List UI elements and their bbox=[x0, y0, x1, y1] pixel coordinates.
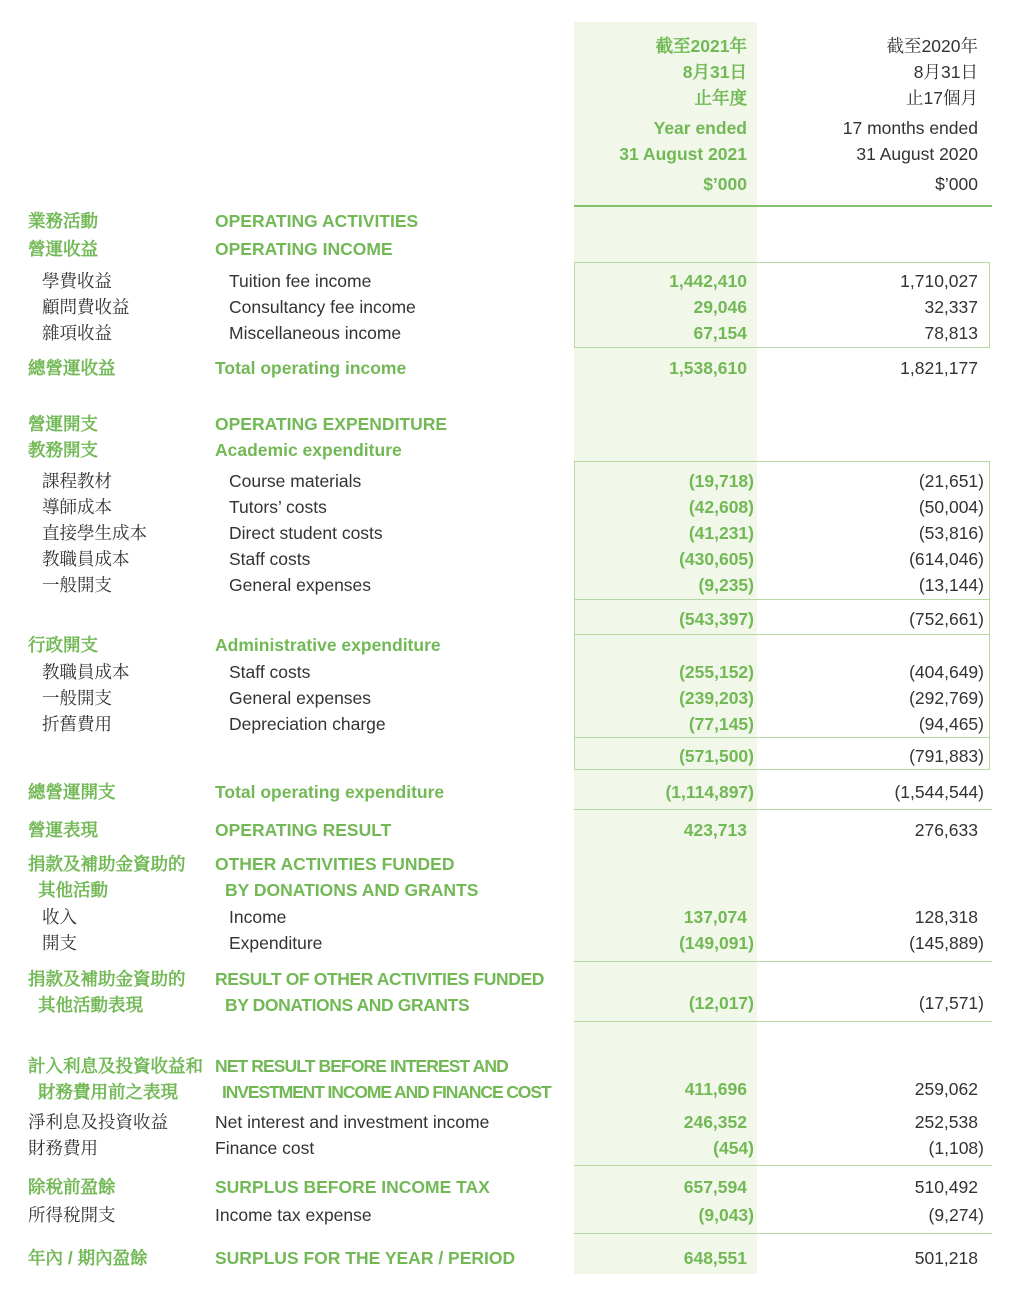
prior-header-zh-1: 截至2020年 bbox=[886, 36, 978, 56]
current-header-unit: $’000 bbox=[703, 174, 747, 194]
row-label-en: Miscellaneous income bbox=[229, 323, 402, 343]
current-header-zh-1: 截至2021年 bbox=[655, 36, 747, 56]
row-value-current: (19,718) bbox=[688, 471, 754, 491]
operating-expenditure-zh: 營運開支 bbox=[28, 414, 98, 434]
total-operating-expenditure-prior: (1,544,544) bbox=[894, 782, 984, 802]
row-value-prior: 32,337 bbox=[924, 297, 978, 317]
surplus-for-year-en: SURPLUS FOR THE YEAR / PERIOD bbox=[215, 1248, 516, 1268]
net-result-current: 411,696 bbox=[684, 1079, 747, 1099]
row-label-zh: 收入 bbox=[42, 907, 77, 927]
operating-result-prior: 276,633 bbox=[914, 820, 978, 840]
row-value-current: (42,608) bbox=[688, 497, 754, 517]
net-interest-prior: 252,538 bbox=[914, 1112, 978, 1132]
row-value-current: (255,152) bbox=[679, 662, 754, 682]
row-value-prior: (94,465) bbox=[918, 714, 984, 734]
other-activities-en-2: BY DONATIONS AND GRANTS bbox=[225, 880, 479, 900]
academic-subtotal-rule-bottom bbox=[574, 634, 990, 635]
income-tax-current: (9,043) bbox=[698, 1205, 754, 1225]
prior-header-zh-2: 8月31日 bbox=[913, 62, 978, 82]
result-other-current: (12,017) bbox=[688, 993, 754, 1013]
other-activities-zh-2: 其他活動 bbox=[38, 880, 108, 900]
result-other-zh-1: 捐款及補助金資助的 bbox=[28, 969, 186, 989]
prior-header-en-2: 31 August 2020 bbox=[856, 144, 978, 164]
net-result-rule bbox=[574, 1021, 992, 1022]
administrative-expenditure-en: Administrative expenditure bbox=[215, 635, 441, 655]
row-value-prior: (614,046) bbox=[909, 549, 984, 569]
surplus-before-tax-zh: 除稅前盈餘 bbox=[28, 1177, 116, 1197]
total-operating-income-current: 1,538,610 bbox=[669, 358, 747, 378]
net-result-zh-2: 財務費用前之表現 bbox=[38, 1082, 178, 1102]
surplus-for-year-zh: 年內 / 期內盈餘 bbox=[28, 1248, 148, 1268]
row-value-current: 29,046 bbox=[693, 297, 747, 317]
finance-cost-current: (454) bbox=[713, 1138, 754, 1158]
total-operating-income-en: Total operating income bbox=[215, 358, 407, 378]
row-value-current: (9,235) bbox=[698, 575, 754, 595]
academic-subtotal-rule bbox=[574, 599, 990, 600]
row-value-prior: 1,710,027 bbox=[900, 271, 978, 291]
row-value-current: 1,442,410 bbox=[669, 271, 747, 291]
row-value-current: (77,145) bbox=[688, 714, 754, 734]
row-label-en: Consultancy fee income bbox=[229, 297, 416, 317]
income-tax-prior: (9,274) bbox=[928, 1205, 984, 1225]
finance-cost-en: Finance cost bbox=[215, 1138, 315, 1158]
result-other-prior: (17,571) bbox=[918, 993, 984, 1013]
row-value-prior: 78,813 bbox=[924, 323, 978, 343]
admin-subtotal-prior: (791,883) bbox=[909, 746, 984, 766]
row-label-en: General expenses bbox=[229, 688, 372, 708]
row-value-prior: 128,318 bbox=[914, 907, 978, 927]
row-value-current: (239,203) bbox=[679, 688, 754, 708]
surplus-for-year-prior: 501,218 bbox=[914, 1248, 978, 1268]
current-header-en-2: 31 August 2021 bbox=[619, 144, 747, 164]
current-header-en-1: Year ended bbox=[653, 118, 747, 138]
surplus-before-tax-current: 657,594 bbox=[683, 1177, 747, 1197]
administrative-expenditure-zh: 行政開支 bbox=[28, 635, 98, 655]
operating-result-current: 423,713 bbox=[683, 820, 747, 840]
academic-subtotal-prior: (752,661) bbox=[909, 609, 984, 629]
total-operating-income-zh: 總營運收益 bbox=[28, 358, 116, 378]
row-label-zh: 導師成本 bbox=[42, 497, 112, 517]
surplus-for-year-rule bbox=[574, 1233, 992, 1234]
row-value-prior: (50,004) bbox=[918, 497, 984, 517]
operating-income-zh: 營運收益 bbox=[28, 239, 98, 259]
row-value-prior: (404,649) bbox=[909, 662, 984, 682]
income-tax-en: Income tax expense bbox=[215, 1205, 372, 1225]
operating-income-en: OPERATING INCOME bbox=[215, 239, 393, 259]
row-label-en: Income bbox=[229, 907, 287, 927]
row-label-en: General expenses bbox=[229, 575, 372, 595]
result-other-en-1: RESULT OF OTHER ACTIVITIES FUNDED bbox=[215, 969, 545, 989]
prior-header-zh-3: 止17個月 bbox=[906, 88, 978, 108]
net-result-zh-1: 計入利息及投資收益和 bbox=[28, 1056, 203, 1076]
row-value-prior: (13,144) bbox=[918, 575, 984, 595]
row-value-current: 67,154 bbox=[693, 323, 747, 343]
other-activities-en-1: OTHER ACTIVITIES FUNDED bbox=[215, 854, 455, 874]
other-result-rule bbox=[574, 961, 992, 962]
row-label-en: Tutors’ costs bbox=[229, 497, 327, 517]
row-value-prior: (21,651) bbox=[918, 471, 984, 491]
row-label-en: Course materials bbox=[229, 471, 362, 491]
row-value-current: (41,231) bbox=[688, 523, 754, 543]
income-tax-zh: 所得稅開支 bbox=[28, 1205, 116, 1225]
row-value-current: (149,091) bbox=[679, 933, 754, 953]
row-label-en: Depreciation charge bbox=[229, 714, 386, 734]
operating-result-zh: 營運表現 bbox=[28, 820, 98, 840]
row-label-zh: 直接學生成本 bbox=[42, 523, 147, 543]
net-interest-zh: 淨利息及投資收益 bbox=[28, 1112, 168, 1132]
total-operating-expenditure-zh: 總營運開支 bbox=[28, 782, 116, 802]
finance-cost-zh: 財務費用 bbox=[28, 1138, 98, 1158]
row-label-zh: 課程教材 bbox=[42, 471, 112, 491]
row-label-zh: 開支 bbox=[42, 933, 77, 953]
row-value-prior: (145,889) bbox=[909, 933, 984, 953]
operating-result-rule bbox=[574, 809, 992, 810]
row-label-en: Staff costs bbox=[229, 549, 311, 569]
net-result-prior: 259,062 bbox=[914, 1079, 978, 1099]
row-label-zh: 一般開支 bbox=[42, 688, 112, 708]
total-operating-income-prior: 1,821,177 bbox=[900, 358, 978, 378]
row-label-zh: 折舊費用 bbox=[42, 714, 112, 734]
net-interest-en: Net interest and investment income bbox=[215, 1112, 490, 1132]
academic-expenditure-zh: 教務開支 bbox=[28, 440, 98, 460]
prior-header-unit: $’000 bbox=[935, 174, 978, 194]
row-label-zh: 學費收益 bbox=[42, 271, 112, 291]
surplus-for-year-current: 648,551 bbox=[683, 1248, 747, 1268]
row-label-zh: 一般開支 bbox=[42, 575, 112, 595]
admin-subtotal-rule bbox=[574, 737, 990, 738]
result-other-en-2: BY DONATIONS AND GRANTS bbox=[225, 995, 470, 1015]
net-interest-current: 246,352 bbox=[683, 1112, 747, 1132]
surplus-before-tax-prior: 510,492 bbox=[914, 1177, 978, 1197]
row-label-zh: 教職員成本 bbox=[42, 662, 130, 682]
current-header-zh-3: 止年度 bbox=[694, 88, 747, 108]
current-header-zh-2: 8月31日 bbox=[682, 62, 747, 82]
row-value-prior: (292,769) bbox=[909, 688, 984, 708]
row-label-zh: 雜項收益 bbox=[42, 323, 112, 343]
result-other-zh-2: 其他活動表現 bbox=[38, 995, 143, 1015]
row-value-current: 137,074 bbox=[683, 907, 747, 927]
academic-expenditure-en: Academic expenditure bbox=[215, 440, 402, 460]
row-value-current: (430,605) bbox=[679, 549, 754, 569]
row-label-en: Direct student costs bbox=[229, 523, 383, 543]
finance-cost-prior: (1,108) bbox=[928, 1138, 984, 1158]
academic-subtotal-current: (543,397) bbox=[679, 609, 754, 629]
total-operating-expenditure-current: (1,114,897) bbox=[665, 782, 754, 802]
prior-header-en-1: 17 months ended bbox=[842, 118, 978, 138]
operating-result-en: OPERATING RESULT bbox=[215, 820, 392, 840]
total-operating-expenditure-en: Total operating expenditure bbox=[215, 782, 445, 802]
header-divider bbox=[574, 205, 992, 207]
row-label-en: Expenditure bbox=[229, 933, 323, 953]
operating-activities-en: OPERATING ACTIVITIES bbox=[215, 211, 419, 231]
row-value-prior: (53,816) bbox=[918, 523, 984, 543]
row-label-en: Tuition fee income bbox=[229, 271, 372, 291]
operating-activities-zh: 業務活動 bbox=[28, 211, 98, 231]
row-label-zh: 教職員成本 bbox=[42, 549, 130, 569]
row-label-en: Staff costs bbox=[229, 662, 311, 682]
admin-subtotal-current: (571,500) bbox=[679, 746, 754, 766]
row-label-zh: 顧問費收益 bbox=[42, 297, 130, 317]
surplus-before-tax-rule bbox=[574, 1165, 992, 1166]
net-result-en-2: INVESTMENT INCOME AND FINANCE COST bbox=[222, 1082, 551, 1102]
other-activities-zh-1: 捐款及補助金資助的 bbox=[28, 854, 186, 874]
surplus-before-tax-en: SURPLUS BEFORE INCOME TAX bbox=[215, 1177, 490, 1197]
net-result-en-1: NET RESULT BEFORE INTEREST AND bbox=[215, 1056, 508, 1076]
operating-expenditure-en: OPERATING EXPENDITURE bbox=[215, 414, 448, 434]
